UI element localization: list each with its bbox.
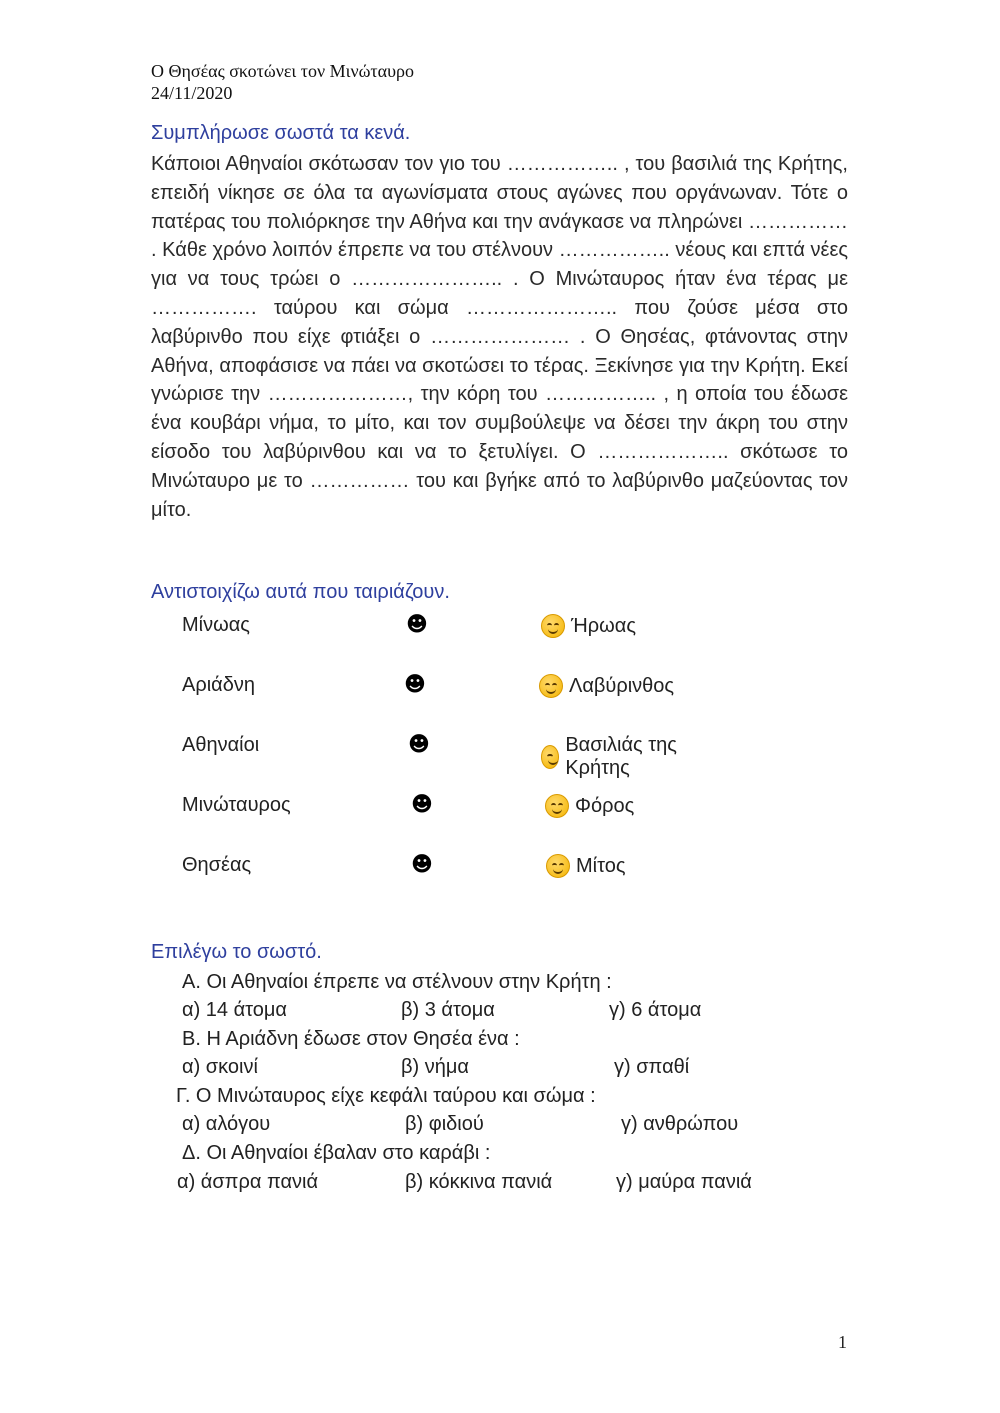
- answer-option[interactable]: α) 14 άτομα: [182, 999, 287, 1021]
- answer-option[interactable]: β) κόκκινα πανιά: [405, 1171, 553, 1193]
- matching-heading: Αντιστοιχίζω αυτά που ταιριάζουν.: [151, 581, 450, 603]
- answer-option[interactable]: α) αλόγου: [182, 1113, 271, 1135]
- matching-right-label: Μίτος: [576, 854, 626, 877]
- connector-dot-icon[interactable]: ☻: [411, 852, 433, 876]
- question-text: Β. Η Αριάδνη έδωσε στον Θησέα ένα :: [182, 1028, 520, 1050]
- smiling-face-icon[interactable]: [539, 674, 563, 698]
- answer-option[interactable]: β) φιδιού: [405, 1113, 484, 1135]
- matching-right-label: Φόρος: [575, 794, 635, 817]
- answer-option[interactable]: β) 3 άτομα: [401, 999, 495, 1021]
- document-header: [151, 60, 414, 104]
- question-text: Γ. Ο Μινώταυρος είχε κεφάλι ταύρου και σώμα :: [176, 1085, 596, 1107]
- matching-row: [0, 792, 700, 822]
- connector-dot-icon[interactable]: ☻: [411, 792, 433, 816]
- matching-right-label: Λαβύρινθος: [569, 674, 675, 697]
- matching-row: [0, 852, 700, 882]
- matching-row: [0, 612, 700, 642]
- matching-right-item[interactable]: [545, 794, 634, 818]
- question-text: Δ. Οι Αθηναίοι έβαλαν στο καράβι :: [182, 1142, 491, 1164]
- document-title: Ο Θησέας σκοτώνει τον Μινώταυρο: [151, 61, 414, 81]
- answer-option[interactable]: β) νήμα: [401, 1056, 469, 1078]
- answer-option[interactable]: α) άσπρα πανιά: [177, 1171, 319, 1193]
- fill-blanks-heading: Συμπλήρωσε σωστά τα κενά.: [151, 122, 411, 144]
- answer-option[interactable]: γ) ανθρώπου: [621, 1113, 739, 1135]
- connector-dot-icon[interactable]: ☻: [408, 732, 430, 756]
- question-text: Α. Οι Αθηναίοι έπρεπε να στέλνουν στην Κρήτη :: [182, 971, 612, 993]
- matching-right-item[interactable]: [546, 854, 625, 878]
- answer-option[interactable]: α) σκοινί: [182, 1056, 258, 1078]
- matching-right-item[interactable]: [539, 674, 674, 698]
- matching-left-item: Θησέας: [182, 854, 252, 876]
- answer-option[interactable]: γ) σπαθί: [614, 1056, 690, 1078]
- matching-left-item: Μινώταυρος: [182, 794, 291, 816]
- smiling-face-icon[interactable]: [541, 614, 565, 638]
- smiling-face-icon[interactable]: [541, 745, 559, 769]
- matching-right-label: Ήρωας: [571, 614, 636, 637]
- matching-row: [0, 732, 700, 779]
- fill-blanks-paragraph: Κάποιοι Αθηναίοι σκότωσαν τον γιο του …………….. , του βασιλιά της Κρήτης, επειδή νίκησε σε όλα τα αγωνίσματα στους αγώνες που οργάνωναν. Τότε ο πατέρας του πολιόρκησε την Αθήνα και την ανάγκασε να πληρώνει …………… . Κάθε χρόνο λοιπόν έπρεπε να του στέλνουν …………….. νέους και επτά νέες για να τους τρώει ο ………………….. . Ο Μινώταυρος ήταν ένα τέρας με ……………. ταύρου και σώμα ………………….. που ζούσε μέσα στο λαβύρινθο που είχε φτιάξει ο ………………… . Ο Θησέας, φτάνοντας στην Αθήνα, αποφάσισε να πάει να σκοτώσει το τέρας. Ξεκίνησε για την Κρήτη. Εκεί γνώρισε την …………………, την κόρη του …………….. , η οποία του έδωσε ένα κουβάρι νήμα, το μίτο, και τον συμβούλεψε να δέσει την άκρη του στην είσοδο του λαβύρινθου και να το ξετυλίγει. Ο ……………….. σκότωσε το Μινώταυρο με το …………… του και βγήκε από το λαβύρινθο μαζεύοντας τον μίτο.: [151, 153, 848, 521]
- smiling-face-icon[interactable]: [546, 854, 570, 878]
- answer-option[interactable]: γ) μαύρα πανιά: [616, 1171, 752, 1193]
- choose-heading: Επιλέγω το σωστό.: [151, 941, 322, 963]
- matching-right-item[interactable]: [541, 614, 636, 638]
- page-number: 1: [838, 1332, 847, 1352]
- smiling-face-icon[interactable]: [545, 794, 569, 818]
- answer-option[interactable]: γ) 6 άτομα: [609, 999, 702, 1021]
- matching-left-item: Αθηναίοι: [182, 734, 260, 756]
- matching-left-item: Αριάδνη: [182, 674, 255, 696]
- matching-right-label: Βασιλιάς της Κρήτης: [565, 734, 677, 779]
- connector-dot-icon[interactable]: ☻: [406, 612, 428, 636]
- matching-right-item[interactable]: [541, 734, 700, 780]
- document-date: 24/11/2020: [151, 83, 233, 103]
- connector-dot-icon[interactable]: ☻: [404, 672, 426, 696]
- matching-left-item: Μίνωας: [182, 614, 250, 636]
- matching-row: [0, 672, 700, 702]
